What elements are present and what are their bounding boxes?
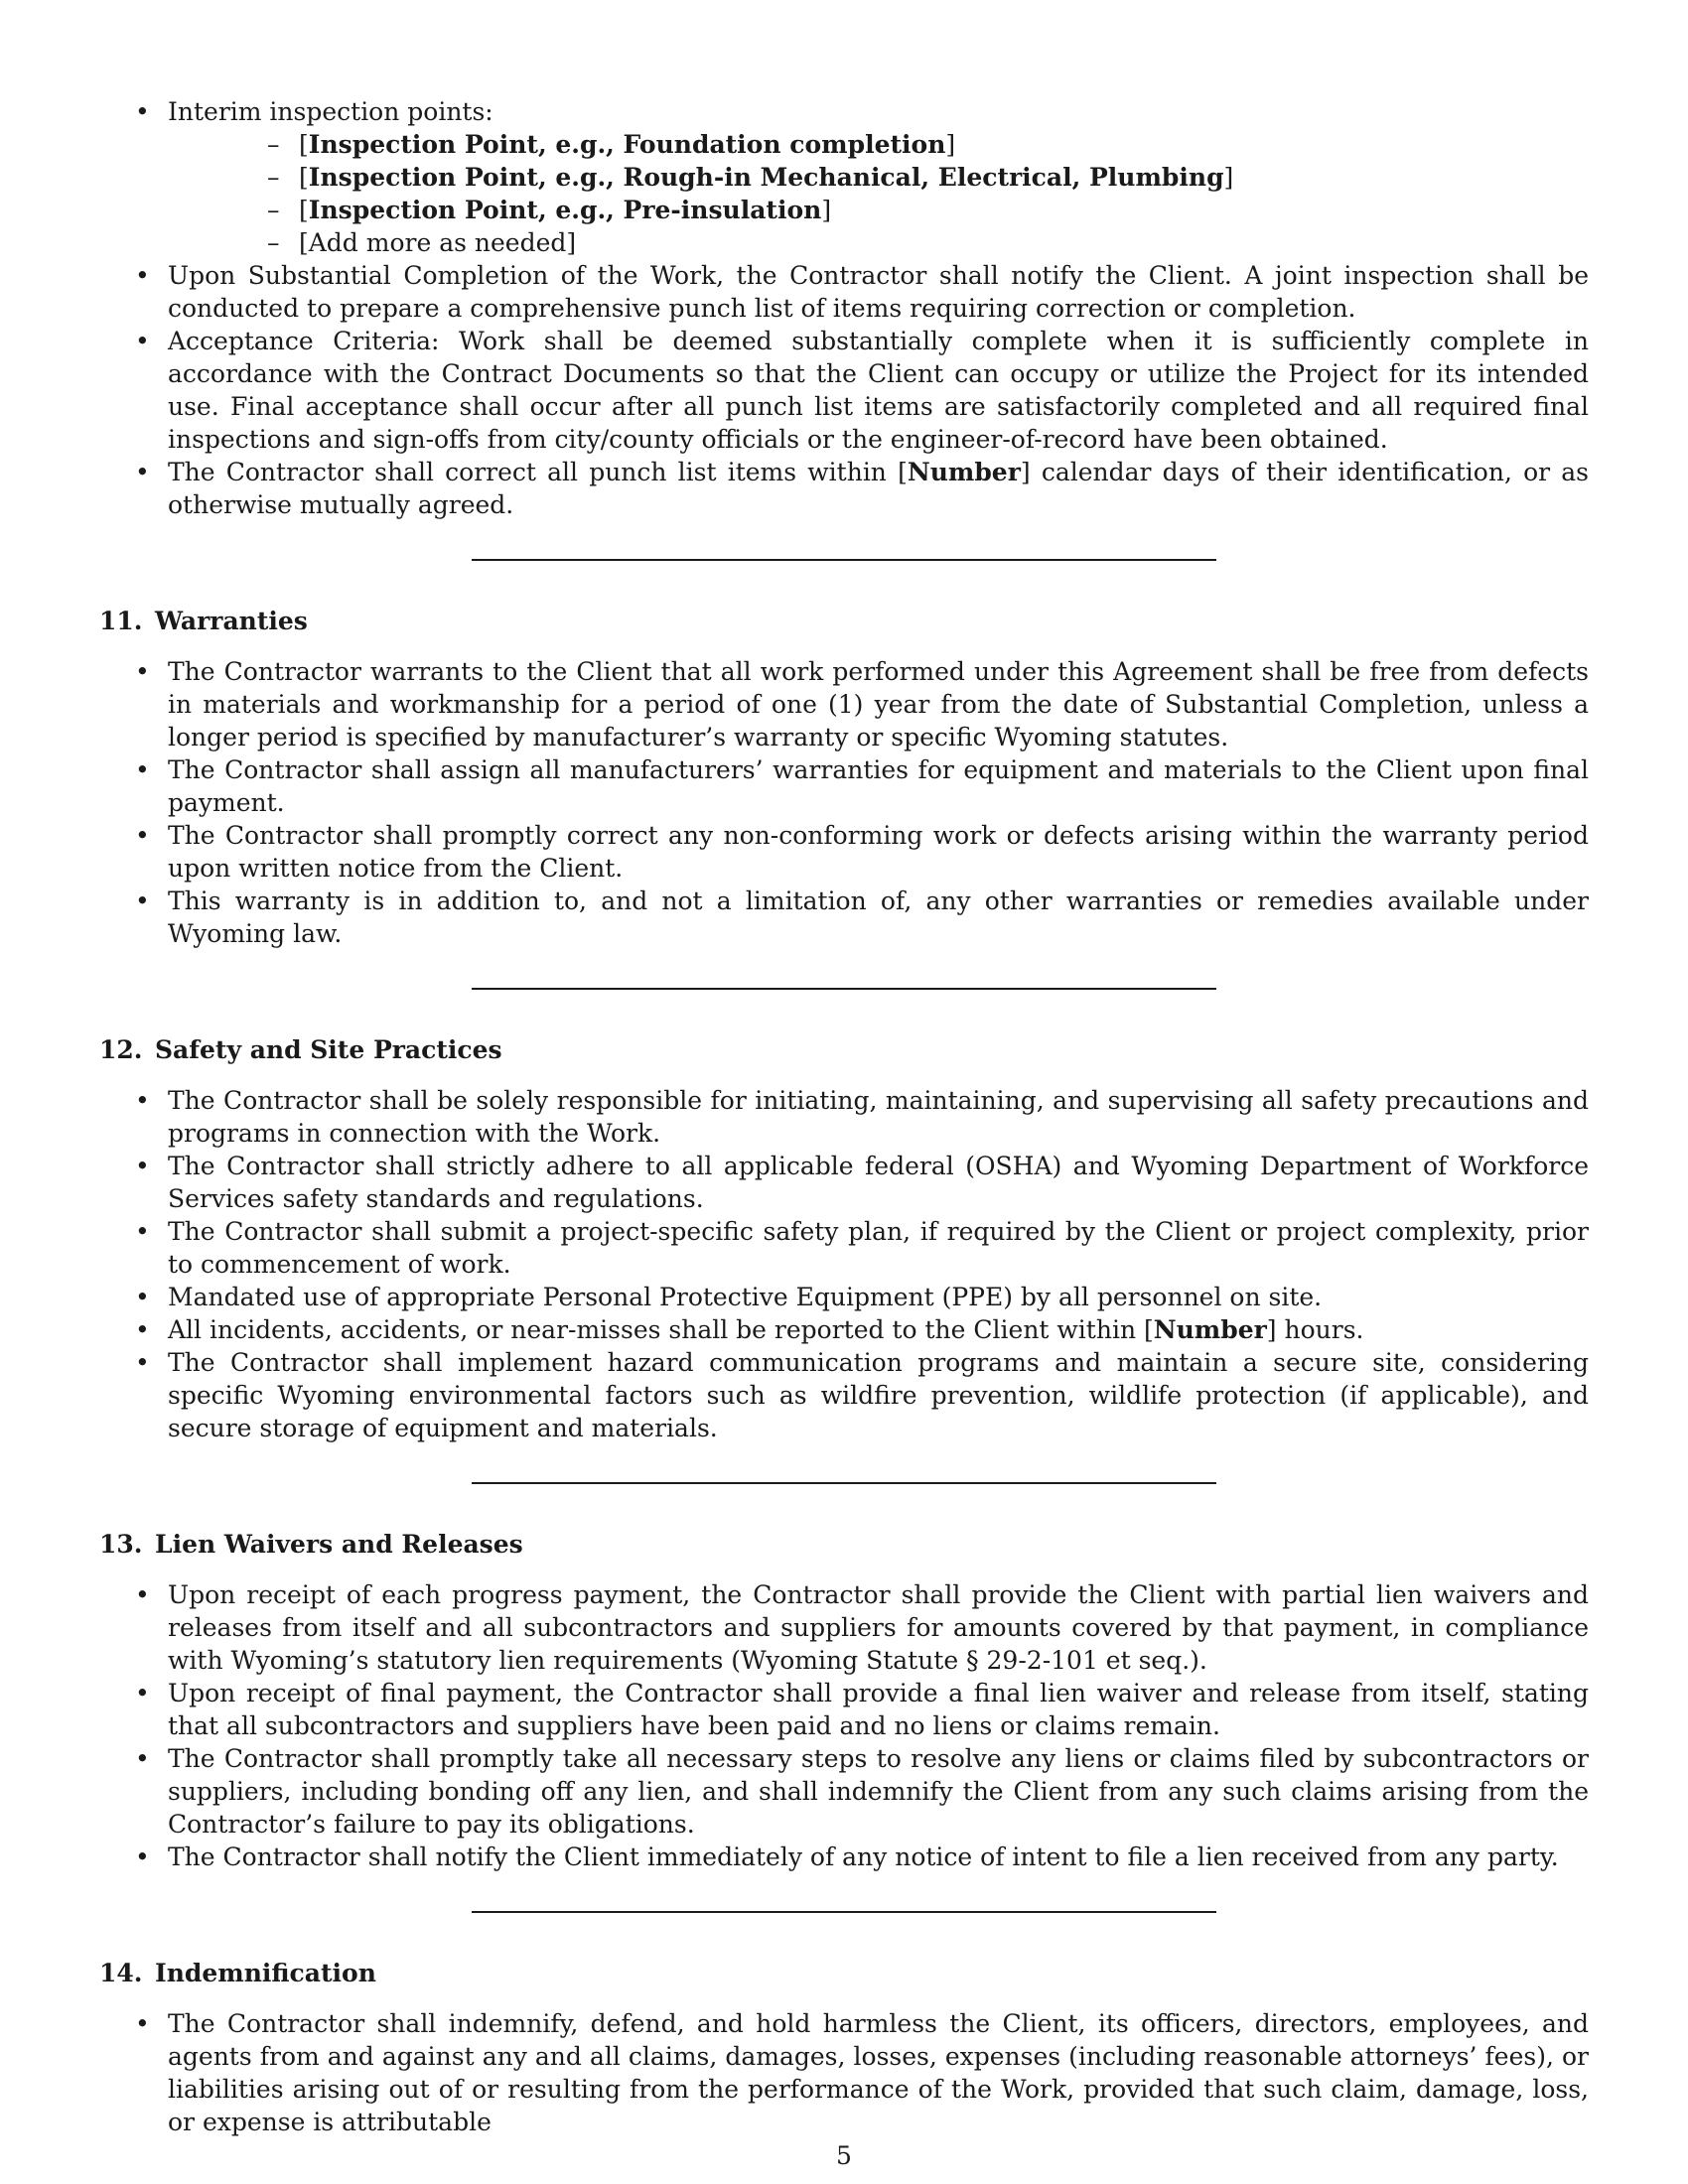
sub-item: – [Inspection Point, e.g., Rough-in Mechanical, Electrical, Plumbing] xyxy=(168,161,1589,194)
inspection-sublist xyxy=(168,128,1589,259)
list-item: • The Contractor shall assign all manufacturers’ warranties for equipment and materials to the Client upon final payment. xyxy=(99,753,1589,819)
section-heading-warranties: 11. Warranties xyxy=(99,607,308,635)
section-heading-lien-waivers: 13. Lien Waivers and Releases xyxy=(99,1530,523,1559)
interim-label: Interim inspection points: xyxy=(168,97,493,126)
list-item: • The Contractor warrants to the Client that all work performed under this Agreement shall be free from defects in materials and workmanship for a period of one (1) year from the date of Substantial Completion, unless a longer period is specified by manufacturer’s warranty or specific Wyoming statutes. xyxy=(99,655,1589,753)
inspection-list xyxy=(99,95,1589,521)
sub-item: – [Inspection Point, e.g., Foundation completion] xyxy=(168,128,1589,161)
sub-item: – [Inspection Point, e.g., Pre-insulation] xyxy=(168,194,1589,226)
list-item: • The Contractor shall indemnify, defend, and hold harmless the Client, its officers, directors, employees, and agents from and against any and all claims, damages, losses, expenses (including reasonable attorneys’ fees), or liabilities arising out of or resulting from the performance of the Work, provided that such claim, damage, loss, or expense is attributable xyxy=(99,2007,1589,2138)
list-item: • The Contractor shall be solely responsible for initiating, maintaining, and supervising all safety precautions and programs in connection with the Work. xyxy=(99,1084,1589,1150)
list-item: • This warranty is in addition to, and not a limitation of, any other warranties or remedies available under Wyoming law. xyxy=(99,885,1589,950)
section-divider xyxy=(472,988,1216,990)
section-divider xyxy=(472,1482,1216,1484)
safety-list xyxy=(99,1084,1589,1444)
warranties-list xyxy=(99,655,1589,950)
list-item: • The Contractor shall implement hazard communication programs and maintain a secure site, considering specific Wyoming environmental factors such as wildfire prevention, wildlife protection (if applicable), and secure storage of equipment and materials. xyxy=(99,1346,1589,1444)
list-item: • The Contractor shall strictly adhere to all applicable federal (OSHA) and Wyoming Department of Workforce Services safety standards and regulations. xyxy=(99,1150,1589,1215)
list-item: • Mandated use of appropriate Personal Protective Equipment (PPE) by all personnel on site. xyxy=(99,1281,1589,1313)
section-heading-indemnification: 14. Indemnification xyxy=(99,1959,376,1987)
list-item: • Upon receipt of final payment, the Contractor shall provide a final lien waiver and release from itself, stating that all subcontractors and suppliers have been paid and no liens or claims remain. xyxy=(99,1677,1589,1742)
indemnification-list xyxy=(99,2007,1589,2138)
list-item: • All incidents, accidents, or near-misses shall be reported to the Client within [Number] hours. xyxy=(99,1313,1589,1346)
list-item: • The Contractor shall promptly correct any non-conforming work or defects arising within the warranty period upon written notice from the Client. xyxy=(99,819,1589,885)
section-divider xyxy=(472,1911,1216,1913)
section-divider xyxy=(472,559,1216,561)
document-page xyxy=(99,95,1589,2138)
lien-waivers-list xyxy=(99,1578,1589,1873)
list-item: • Acceptance Criteria: Work shall be deemed substantially complete when it is sufficiently complete in accordance with the Contract Documents so that the Client can occupy or utilize the Project for its intended use. Final acceptance shall occur after all punch list items are satisfactorily completed and all required final inspections and sign-offs from city/county officials or the engineer-of-record have been obtained. xyxy=(99,325,1589,456)
page-number: 5 xyxy=(836,2141,852,2170)
list-item: • The Contractor shall promptly take all necessary steps to resolve any liens or claims filed by subcontractors or suppliers, including bonding off any lien, and shall indemnify the Client from any such claims arising from the Contractor’s failure to pay its obligations. xyxy=(99,1742,1589,1841)
list-item: • The Contractor shall submit a project-specific safety plan, if required by the Client or project complexity, prior to commencement of work. xyxy=(99,1215,1589,1281)
list-item: • Upon receipt of each progress payment, the Contractor shall provide the Client with partial lien waivers and releases from itself and all subcontractors and suppliers for amounts covered by that payment, in compliance with Wyoming’s statutory lien requirements (Wyoming Statute § 29-2-101 et seq.). xyxy=(99,1578,1589,1677)
list-item: • Upon Substantial Completion of the Work, the Contractor shall notify the Client. A joint inspection shall be conducted to prepare a comprehensive punch list of items requiring correction or completion. xyxy=(99,259,1589,325)
list-item xyxy=(99,95,1589,259)
list-item: • The Contractor shall notify the Client immediately of any notice of intent to file a lien received from any party. xyxy=(99,1841,1589,1873)
list-item: • The Contractor shall correct all punch list items within [Number] calendar days of their identification, or as otherwise mutually agreed. xyxy=(99,456,1589,521)
sub-item: – [Add more as needed] xyxy=(168,226,1589,259)
section-heading-safety: 12. Safety and Site Practices xyxy=(99,1035,502,1064)
